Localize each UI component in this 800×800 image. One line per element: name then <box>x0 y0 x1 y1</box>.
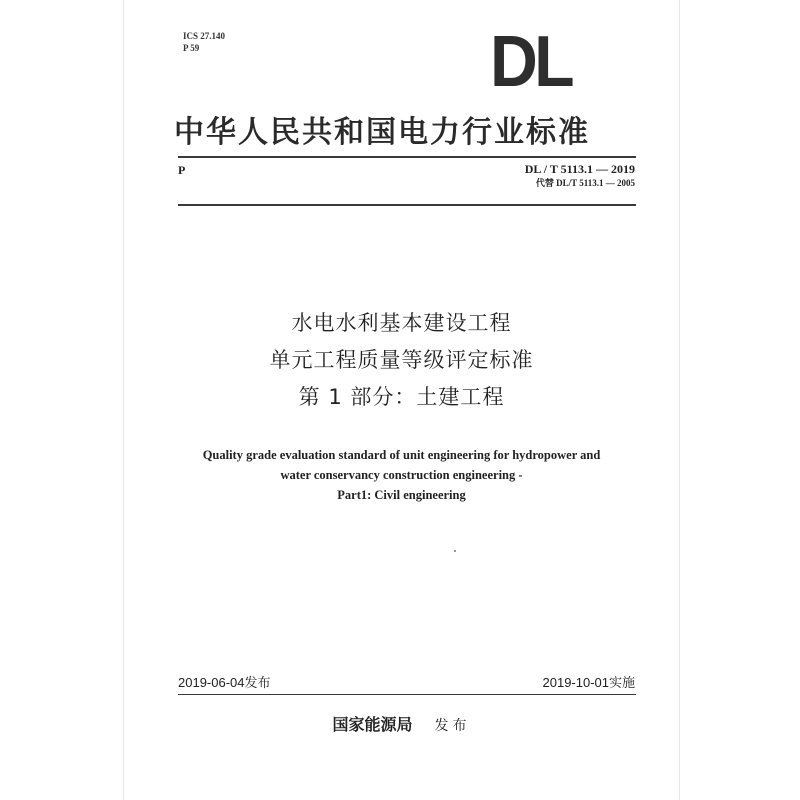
divider-second <box>178 204 636 206</box>
classification-codes <box>183 30 225 54</box>
english-title-line-1: Quality grade evaluation standard of unit engineering for hydropower and <box>202 448 601 462</box>
chinese-title <box>124 305 679 416</box>
ccs-code: P 59 <box>183 43 200 53</box>
chinese-title-line-3: 第 1 部分：土建工程 <box>298 385 505 409</box>
chinese-title-line-1: 水电水利基本建设工程 <box>291 311 512 335</box>
release-label: 发布 <box>434 718 471 734</box>
issuer-name: 国家能源局 <box>332 715 413 734</box>
standard-number-block <box>525 161 635 189</box>
replaces-standard: 代替 DL/T 5113.1 — 2005 <box>535 178 635 188</box>
english-title-line-2: water conservancy construction engineering - <box>280 468 523 482</box>
class-letter: P <box>178 163 186 177</box>
main-title: 中华人民共和国电力行业标准 <box>174 115 590 150</box>
chinese-title-line-2: 单元工程质量等级评定标准 <box>269 348 534 372</box>
ics-code: ICS 27.140 <box>183 31 226 41</box>
implement-date: 2019-10-01实施 <box>542 675 635 690</box>
dl-logo: DL <box>490 22 571 102</box>
issuer-line <box>124 712 679 735</box>
divider-top <box>178 156 636 158</box>
divider-bottom <box>178 694 636 695</box>
standard-cover-page <box>124 0 679 800</box>
stray-mark <box>454 550 456 552</box>
standard-number: DL / T 5113.1 — 2019 <box>524 162 635 176</box>
english-title-line-3: Part1: Civil engineering <box>337 488 466 502</box>
publish-date: 2019-06-04发布 <box>178 675 271 690</box>
english-title <box>124 445 679 505</box>
